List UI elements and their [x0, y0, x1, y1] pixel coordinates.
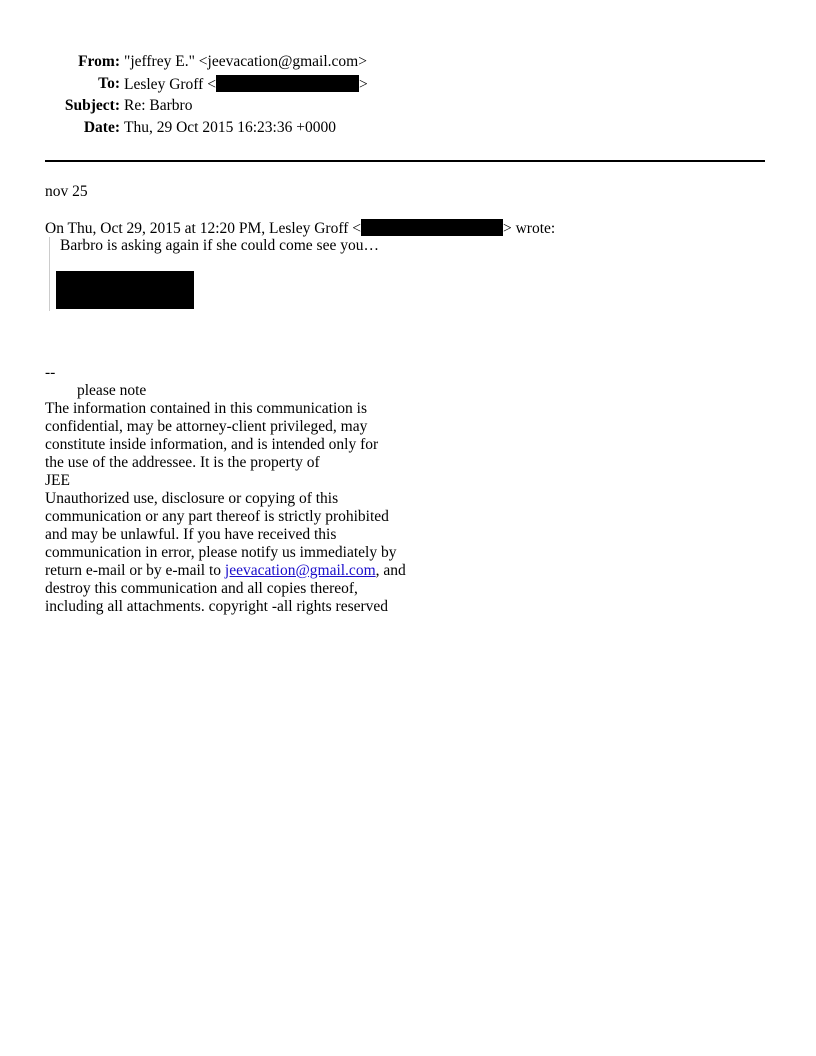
quoted-signature-redaction [56, 271, 194, 309]
disclaimer-line: and may be unlawful. If you have received this [45, 526, 337, 543]
quoted-text: Barbro is asking again if she could come see you… [60, 237, 379, 254]
return-prefix: return e-mail or by e-mail to [45, 562, 225, 579]
disclaimer-line: constitute inside information, and is intended only for [45, 436, 379, 453]
quoted-message [49, 237, 420, 311]
to-value-prefix: Lesley Groff < [124, 76, 216, 93]
disclaimer-line: communication in error, please notify us immediately by [45, 544, 397, 561]
disclaimer-line: communication or any part thereof is strictly prohibited [45, 508, 389, 525]
to-value [124, 75, 368, 94]
email-link[interactable]: jeevacation@gmail.com [224, 562, 376, 579]
return-suffix: , and [375, 562, 406, 579]
disclaimer-line: the use of the addressee. It is the property of [45, 454, 320, 471]
disclaimer-line: The information contained in this communication is [45, 400, 367, 417]
disclaimer-line: including all attachments. copyright -all rights reserved [45, 598, 389, 615]
disclaimer-line: confidential, may be attorney-client privileged, may [45, 418, 368, 435]
disclaimer-line: destroy this communication and all copies thereof, [45, 580, 358, 597]
quote-intro-suffix: > wrote: [503, 220, 556, 237]
to-email-redaction [216, 75, 359, 92]
quote-intro-prefix: On Thu, Oct 29, 2015 at 12:20 PM, Lesley Groff < [45, 220, 361, 237]
header-divider [45, 160, 765, 162]
signature-separator: -- [45, 364, 56, 381]
disclaimer-line: Unauthorized use, disclosure or copying of this [45, 490, 339, 507]
reply-text: nov 25 [45, 183, 88, 200]
subject-label: Subject: [64, 97, 120, 114]
signature-block [45, 364, 406, 616]
from-label: From: [78, 53, 120, 70]
subject-value: Re: Barbro [124, 97, 193, 114]
date-label: Date: [83, 119, 120, 136]
to-value-suffix: > [358, 76, 368, 93]
disclaimer-line: JEE [45, 472, 70, 489]
quote-email-redaction [361, 219, 503, 236]
to-label: To: [98, 75, 120, 92]
date-value: Thu, 29 Oct 2015 16:23:36 +0000 [124, 119, 336, 136]
signature-note-heading: please note [77, 382, 147, 399]
quote-intro [45, 219, 555, 238]
disclaimer-return-line [45, 562, 406, 580]
from-value: "jeffrey E." <jeevacation@gmail.com> [124, 53, 367, 70]
